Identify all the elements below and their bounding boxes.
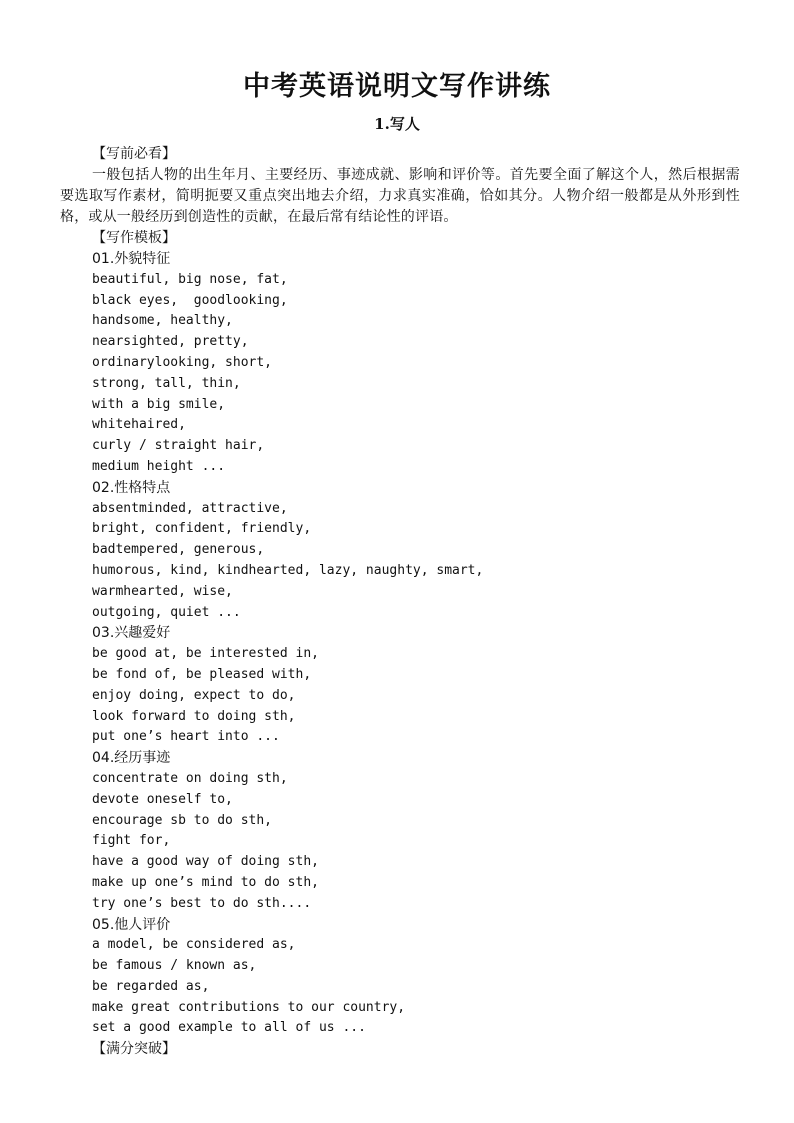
phrase-line: black eyes, goodlooking, xyxy=(92,292,288,308)
phrase-line: have a good way of doing sth, xyxy=(92,854,319,870)
section-heading: 03.兴趣爱好 xyxy=(92,625,171,642)
phrase-line: be fond of, be pleased with, xyxy=(92,666,312,682)
phrase-line: look forward to doing sth, xyxy=(92,708,296,724)
phrase-line: be good at, be interested in, xyxy=(92,646,319,662)
phrase-line: curly / straight hair, xyxy=(92,438,265,454)
phrase-line: be regarded as, xyxy=(92,978,210,994)
phrase-line: strong, tall, thin, xyxy=(92,375,241,391)
phrase-line: try one’s best to do sth.... xyxy=(92,895,312,911)
phrase-line: beautiful, big nose, fat, xyxy=(92,271,288,287)
phrase-line: put one’s heart into ... xyxy=(92,729,280,745)
phrase-line: devote oneself to, xyxy=(92,791,233,807)
phrase-line: with a big smile, xyxy=(92,396,226,412)
phrase-line: medium height ... xyxy=(92,458,226,474)
template-section xyxy=(60,623,740,748)
template-section xyxy=(60,249,740,478)
section-heading: 04.经历事迹 xyxy=(92,750,171,767)
phrase-line: enjoy doing, expect to do, xyxy=(92,687,296,703)
phrase-line: badtempered, generous, xyxy=(92,542,265,558)
phrase-line: ordinarylooking, short, xyxy=(92,354,273,370)
intro-paragraph: 一般包括人物的出生年月、主要经历、事迹成就、影响和评价等。首先要全面了解这个人，然后根据需要选取写作素材，简明扼要又重点突出地去介绍，力求真实准确，恰如其分。人物介绍一般都是从外形到性格，或从一般经历到创造性的贡献，在最后常有结论性的评语。 xyxy=(60,167,740,225)
phrase-line: humorous, kind, kindhearted, lazy, naughty, smart, xyxy=(92,562,484,578)
phrase-line: warmhearted, wise, xyxy=(92,583,233,599)
heading-full-marks: 【满分突破】 xyxy=(92,1041,176,1058)
phrase-line: fight for, xyxy=(92,833,171,849)
heading-before-writing: 【写前必看】 xyxy=(92,146,176,162)
phrase-line: concentrate on doing sth, xyxy=(92,770,288,786)
template-section xyxy=(60,915,740,1040)
phrase-line: absentminded, attractive, xyxy=(92,500,288,516)
section-heading: 02.性格特点 xyxy=(92,479,171,496)
phrase-line: be famous / known as, xyxy=(92,958,257,974)
phrase-line: handsome, healthy, xyxy=(92,313,233,329)
template-section xyxy=(60,478,740,624)
phrase-line: a model, be considered as, xyxy=(92,937,296,953)
document-title: 中考英语说明文写作讲练 xyxy=(243,71,551,102)
section-heading: 01.外貌特征 xyxy=(92,251,171,267)
template-sections xyxy=(60,249,740,1039)
template-section xyxy=(60,748,740,914)
phrase-line: set a good example to all of us ... xyxy=(92,1020,366,1036)
phrase-line: bright, confident, friendly, xyxy=(92,521,312,537)
heading-writing-template: 【写作模板】 xyxy=(92,230,176,246)
phrase-line: make up one’s mind to do sth, xyxy=(92,874,319,890)
phrase-line: whitehaired, xyxy=(92,417,186,433)
phrase-line: make great contributions to our country, xyxy=(92,999,406,1015)
section-heading: 05.他人评价 xyxy=(92,916,171,933)
phrase-line: outgoing, quiet ... xyxy=(92,604,241,620)
section-subtitle: 1.写人 xyxy=(374,115,420,133)
phrase-line: encourage sb to do sth, xyxy=(92,812,273,828)
document-body xyxy=(60,144,740,1060)
phrase-line: nearsighted, pretty, xyxy=(92,334,249,350)
